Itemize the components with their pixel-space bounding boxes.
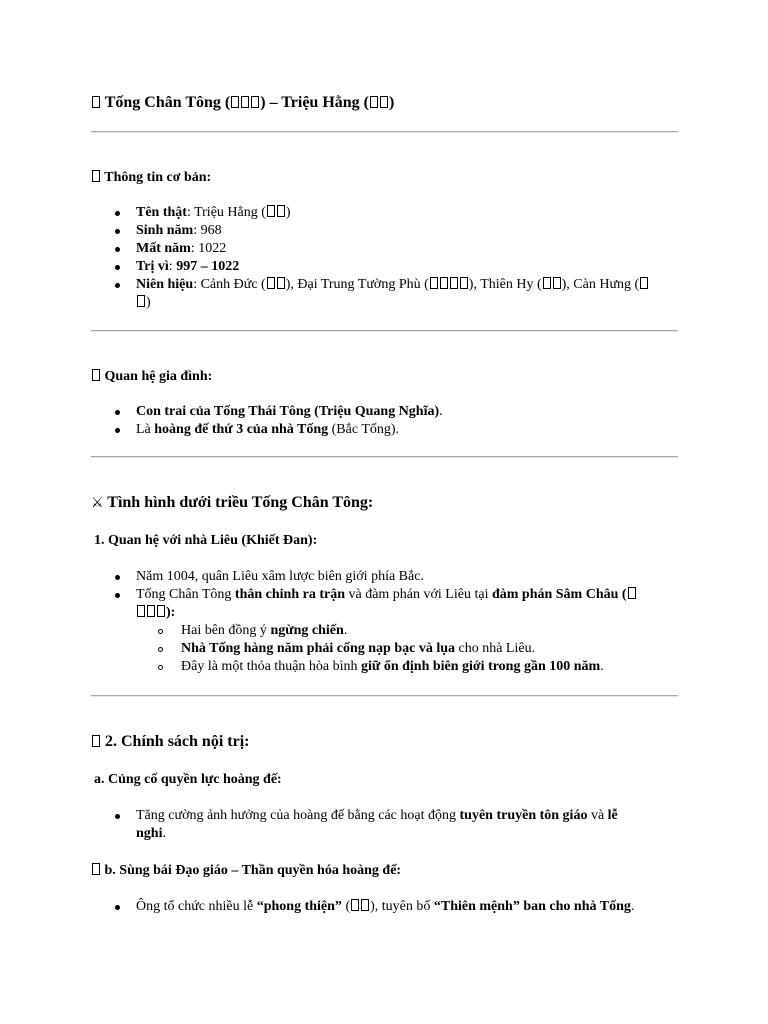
missing-glyph-icon [92,369,100,381]
sub-list-item: Nhà Tống hàng năm phải cống nạp bạc và lụa cho nhà Liêu. [181,641,536,656]
section-heading-basic: Thông tin cơ bản: [91,169,211,187]
missing-glyph-icon [543,277,551,289]
list-item: Ông tổ chức nhiều lễ “phong thiện” ( ), tuyên bố “Thiên mệnh” ban cho nhà Tống. [136,899,635,914]
subheading: b. Sùng bái Đạo giáo – Thần quyền hóa hoàng đế: [91,862,401,880]
missing-glyph-icon [241,96,249,108]
list-item: Sinh năm: 968 [136,223,222,238]
missing-glyph-icon [157,605,165,617]
bullet-icon [115,814,120,819]
missing-glyph-icon [351,899,359,911]
missing-glyph-icon [277,205,285,217]
missing-glyph-icon [553,277,561,289]
crossed-swords-icon: ⚔ [91,495,104,511]
missing-glyph-icon [370,96,378,108]
missing-glyph-icon [231,96,239,108]
missing-glyph-icon [440,277,448,289]
bullet-icon [115,410,120,415]
missing-glyph-icon [137,295,145,307]
sub-list-item: Hai bên đồng ý ngừng chiến. [181,623,348,638]
missing-glyph-icon [430,277,438,289]
missing-glyph-icon [92,735,100,747]
list-item: Trị vì: 997 – 1022 [136,259,240,274]
subheading: a. Củng cố quyền lực hoàng đế: [94,772,282,787]
bullet-icon [115,283,120,288]
bullet-icon [115,575,120,580]
divider [91,456,678,458]
bullet-icon [115,428,120,433]
sub-list-item: Đây là một thỏa thuận hòa bình giữ ổn định biên giới trong gần 100 năm. [181,659,604,674]
missing-glyph-icon [361,899,369,911]
subheading: 1. Quan hệ với nhà Liêu (Khiết Đan): [94,533,318,548]
list-item-continuation: ) [136,294,151,312]
list-item: Con trai của Tống Thái Tông (Triệu Quang Nghĩa). [136,404,443,419]
list-item: Là hoàng đế thứ 3 của nhà Tống (Bắc Tống). [136,422,400,437]
divider [91,695,678,697]
bullet-icon [115,229,120,234]
list-item-continuation: nghi. [136,826,166,841]
sub-bullet-icon [158,629,163,634]
page-title: Tống Chân Tông ( ) – Triệu Hằng ( ) [91,94,394,112]
missing-glyph-icon [277,277,285,289]
bullet-icon [115,593,120,598]
list-item: Năm 1004, quân Liêu xâm lược biên giới phía Bắc. [136,569,424,584]
missing-glyph-icon [267,277,275,289]
missing-glyph-icon [251,96,259,108]
list-item: Tống Chân Tông thân chinh ra trận và đàm phán với Liêu tại đàm phán Sâm Châu ( [136,586,637,604]
sub-bullet-icon [158,665,163,670]
list-item: Mất năm: 1022 [136,241,227,256]
section-heading-situation: ⚔ Tình hình dưới triều Tống Chân Tông: [91,494,374,511]
missing-glyph-icon [460,277,468,289]
missing-glyph-icon [92,863,100,875]
divider [91,330,678,332]
missing-glyph-icon [267,205,275,217]
list-item: Tên thật: Triệu Hằng ( ) [136,205,291,220]
sub-bullet-icon [158,647,163,652]
list-item: Tăng cường ảnh hưởng của hoàng đế bằng các hoạt động tuyên truyền tôn giáo và lễ [136,808,618,823]
missing-glyph-icon [137,605,145,617]
missing-glyph-icon [92,96,100,108]
list-item-continuation: ): [136,604,175,622]
divider [91,131,678,133]
bullet-icon [115,247,120,252]
bullet-icon [115,905,120,910]
section-heading-family: Quan hệ gia đình: [91,368,212,386]
missing-glyph-icon [628,587,636,599]
missing-glyph-icon [147,605,155,617]
missing-glyph-icon [450,277,458,289]
list-item: Niên hiệu: Cảnh Đức ( ), Đại Trung Tường Phù ( ), Thiên Hy ( ), Càn Hưng ( [136,276,649,294]
missing-glyph-icon [640,277,648,289]
bullet-icon [115,211,120,216]
bullet-icon [115,265,120,270]
missing-glyph-icon [92,170,100,182]
section-heading-policy: 2. Chính sách nội trị: [91,733,249,751]
missing-glyph-icon [380,96,388,108]
